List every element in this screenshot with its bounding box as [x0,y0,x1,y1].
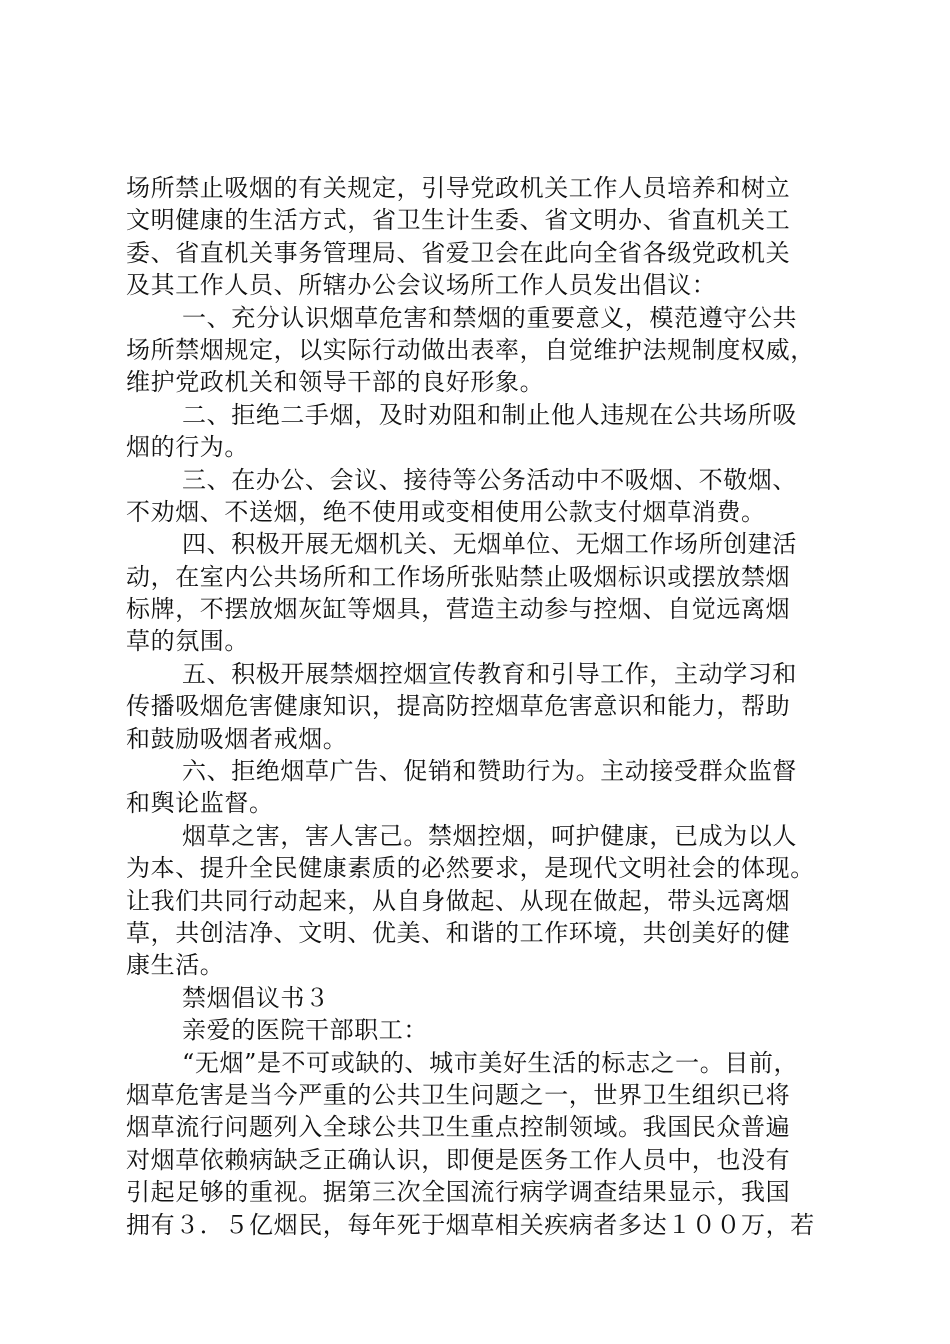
text-line: 和鼓励吸烟者戒烟。 [126,724,348,753]
text-line: 传播吸烟危害健康知识，提高防控烟草危害意识和能力，帮助 [126,692,791,721]
text-line: 三、在办公、会议、接待等公务活动中不吸烟、不敬烟、 [182,465,797,494]
text-line: 烟的行为。 [126,433,249,462]
text-line: 不劝烟、不送烟，绝不使用或变相使用公款支付烟草消费。 [126,497,766,526]
text-line: 康生活。 [126,951,225,980]
text-line: 草，共创洁净、文明、优美、和谐的工作环境，共创美好的健 [126,918,791,947]
text-line: 动，在室内公共场所和工作场所张贴禁止吸烟标识或摆放禁烟 [126,562,791,591]
text-line: 维护党政机关和领导干部的良好形象。 [126,368,545,397]
text-line: 及其工作人员、所辖办公会议场所工作人员发出倡议： [126,271,717,300]
text-line: 五、积极开展禁烟控烟宣传教育和引导工作，主动学习和 [182,659,797,688]
text-line: 一、充分认识烟草危害和禁烟的重要意义，模范遵守公共 [182,303,797,332]
text-line: 标牌，不摆放烟灰缸等烟具，营造主动参与控烟、自觉远离烟 [126,595,791,624]
text-line: 委、省直机关事务管理局、省爱卫会在此向全省各级党政机关 [126,238,791,267]
text-line: 拥有３．５亿烟民，每年死于烟草相关疾病者多达１００万，若 [126,1210,815,1239]
text-line: 对烟草依赖病缺乏正确认识，即便是医务工作人员中，也没有 [126,1145,791,1174]
text-line: 烟草流行问题列入全球公共卫生重点控制领域。我国民众普遍 [126,1113,791,1142]
text-line: 场所禁烟规定，以实际行动做出表率，自觉维护法规制度权威， [126,335,815,364]
text-line: 让我们共同行动起来，从自身做起、从现在做起，带头远离烟 [126,886,791,915]
text-line: 和舆论监督。 [126,789,274,818]
text-line: 六、拒绝烟草广告、促销和赞助行为。主动接受群众监督 [182,757,797,786]
text-line: 四、积极开展无烟机关、无烟单位、无烟工作场所创建活 [182,530,797,559]
document-body [126,172,834,1241]
text-line: 草的氛围。 [126,627,249,656]
text-line: 为本、提升全民健康素质的必然要求，是现代文明社会的体现。 [126,854,815,883]
text-line: 场所禁止吸烟的有关规定，引导党政机关工作人员培养和树立 [126,174,791,202]
text-line: 二、拒绝二手烟，及时劝阻和制止他人违规在公共场所吸 [182,400,797,429]
text-line: 烟草之害，害人害己。禁烟控烟，呵护健康，已成为以人 [182,821,797,850]
text-line: 禁烟倡议书３ [182,983,330,1012]
text-line: “无烟”是不可或缺的、城市美好生活的标志之一。目前， [182,1048,799,1077]
text-line: 烟草危害是当今严重的公共卫生问题之一，世界卫生组织已将 [126,1080,791,1109]
text-line: 亲爱的医院干部职工： [182,1016,428,1045]
text-line: 引起足够的重视。据第三次全国流行病学调查结果显示，我国 [126,1178,791,1207]
text-line: 文明健康的生活方式，省卫生计生委、省文明办、省直机关工 [126,206,791,235]
